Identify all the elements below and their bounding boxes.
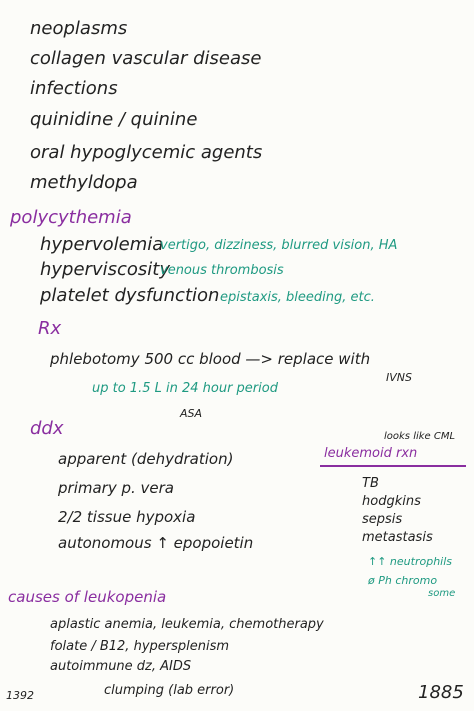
ddx-heading: ddx (30, 418, 64, 439)
leukopenia-item: autoimmune dz, AIDS (50, 659, 192, 674)
leukopenia-heading: causes of leukopenia (8, 588, 167, 606)
rx-heading: Rx (38, 318, 62, 339)
list-item-collagen: collagen vascular disease (30, 48, 262, 69)
leukemoid-item: hodgkins (362, 494, 421, 509)
list-item-infections: infections (30, 78, 118, 99)
polycythemia-heading: polycythemia (10, 207, 132, 228)
list-item-quinidine: quinidine / quinine (30, 109, 198, 130)
leukemoid-green-note: some (428, 588, 456, 599)
list-item-oral-hypoglycemic: oral hypoglycemic agents (30, 142, 263, 163)
leukemoid-green-note: ø Ph chromo (368, 574, 438, 587)
rx-asa: ASA (180, 407, 203, 420)
rx-line: phlebotomy 500 cc blood —> replace with (50, 350, 371, 368)
rx-volume-note: up to 1.5 L in 24 hour period (92, 381, 278, 396)
polycythemia-note: vertigo, dizziness, blurred vision, HA (160, 238, 398, 253)
polycythemia-term: hyperviscosity (40, 259, 170, 280)
leukopenia-item: folate / B12, hypersplenism (50, 639, 230, 654)
list-item-neoplasms: neoplasms (30, 18, 128, 39)
polycythemia-note: epistaxis, bleeding, etc. (220, 290, 375, 305)
leukemoid-item: TB (362, 476, 379, 491)
leukemoid-green-note: ↑↑ neutrophils (368, 555, 453, 568)
polycythemia-term: platelet dysfunction (40, 285, 220, 306)
leukemoid-item: metastasis (362, 530, 433, 545)
ddx-item: apparent (dehydration) (58, 450, 234, 468)
ddx-item: 2/2 tissue hypoxia (58, 508, 196, 526)
leukemoid-item: sepsis (362, 512, 403, 527)
leukemoid-note: looks like CML (384, 431, 456, 442)
leukopenia-item: aplastic anemia, leukemia, chemotherapy (50, 617, 324, 632)
ddx-item: primary p. vera (58, 479, 174, 497)
card-number-right: 1885 (418, 682, 464, 703)
rx-ivns: IVNS (386, 371, 412, 384)
polycythemia-term: hypervolemia (40, 234, 164, 255)
list-item-methyldopa: methyldopa (30, 172, 138, 193)
leukemoid-title: leukemoid rxn (324, 446, 418, 461)
leukemoid-underline (320, 465, 466, 467)
leukopenia-item: clumping (lab error) (104, 683, 235, 698)
card-number-left: 1392 (6, 689, 34, 702)
polycythemia-note: venous thrombosis (160, 263, 284, 278)
ddx-item: autonomous ↑ epopoietin (58, 534, 254, 552)
